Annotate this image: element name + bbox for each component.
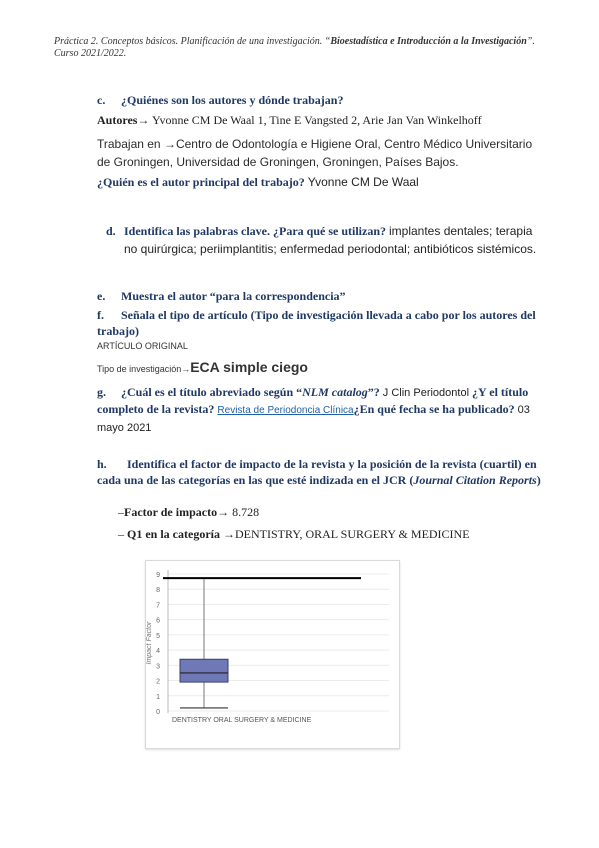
quartile-category: DENTISTRY, ORAL SURGERY & MEDICINE xyxy=(234,527,470,541)
iqr-box xyxy=(180,659,228,682)
question-text-2b: completo de la revista? xyxy=(97,402,215,416)
question-text-3: ¿En qué fecha se ha publicado? xyxy=(353,402,515,416)
header-text-c: ”. xyxy=(526,36,535,47)
question-c xyxy=(97,92,343,108)
question-text: ¿Cuál es el título abreviado según “ xyxy=(121,385,303,399)
page-header xyxy=(54,36,554,60)
y-tick-label: 1 xyxy=(156,693,160,701)
journal-link[interactable]: Revista de Periodoncia Clínica xyxy=(217,405,354,416)
question-text-2: ¿Y el título xyxy=(472,385,529,399)
keywords-line-2: no quirúrgica; periimplantitis; enfermedad periodontal; antibióticos sistémicos. xyxy=(124,242,537,256)
work-line-1: Centro de Odontología e Higiene Oral, Centro Médico Universitario xyxy=(175,137,533,151)
main-author-answer: Yvonne CM De Waal xyxy=(307,175,419,189)
y-tick-label: 4 xyxy=(156,648,160,656)
item-label: e. xyxy=(97,289,106,303)
article-type: ARTÍCULO ORIGINAL xyxy=(97,341,188,351)
y-tick-label: 0 xyxy=(156,709,160,716)
question-e xyxy=(97,288,346,304)
question-text-line-1: Señala el tipo de artículo (Tipo de investigación llevada a cabo por los autores del xyxy=(121,308,536,322)
y-tick-label: 9 xyxy=(156,572,160,579)
item-label: c. xyxy=(97,93,106,107)
question-text: Identifica las palabras clave. ¿Para qué se utilizan? xyxy=(124,224,386,238)
question-text-line-1: Identifica el factor de impacto de la revista y la posición de la revista (cuartil) en xyxy=(127,457,537,471)
bullet-dash: – xyxy=(118,505,124,519)
y-tick-label: 3 xyxy=(156,663,160,671)
boxplot-svg xyxy=(146,561,399,748)
header-course-year: Curso 2021/2022. xyxy=(54,48,127,59)
question-text-line-2a: cada una de las categorías en las que esté indizada en el JCR ( xyxy=(97,473,414,487)
question-text-line-2b: ) xyxy=(536,473,541,487)
work-place xyxy=(97,135,557,171)
question-g xyxy=(97,384,557,436)
y-axis-label: Impact Factor xyxy=(146,621,153,665)
question-d xyxy=(106,222,556,258)
publication-date-a: 03 xyxy=(517,404,530,416)
impact-factor-label: Factor de impacto xyxy=(124,505,218,519)
question-f xyxy=(97,307,557,339)
publication-date-b: mayo 2021 xyxy=(97,422,152,434)
y-tick-label: 7 xyxy=(156,602,160,610)
y-tick-label: 6 xyxy=(156,617,160,625)
question-text-line-2: trabajo) xyxy=(97,324,139,338)
work-label: Trabajan en xyxy=(97,137,161,151)
bullet-dash: – xyxy=(118,527,124,541)
jcr-text: Journal Citation Reports xyxy=(413,473,537,487)
item-label: f. xyxy=(97,308,104,322)
question-end: ”? xyxy=(367,385,380,399)
abbreviated-title: J Clin Periodontol xyxy=(382,387,470,399)
keywords-line-1: implantes dentales; terapia xyxy=(389,224,533,238)
y-tick-label: 2 xyxy=(156,678,160,686)
question-text: ¿Quiénes son los autores y dónde trabajan? xyxy=(121,93,344,107)
authors-text: Yvonne CM De Waal 1, Tine E Vangsted 2, Arie Jan Van Winkelhoff xyxy=(152,113,482,127)
impact-factor-value: 8.728 xyxy=(232,505,260,519)
item-label: d. xyxy=(106,224,116,238)
investigation-value: ECA simple ciego xyxy=(190,359,308,375)
investigation-type xyxy=(97,359,308,377)
authors-label: Autores xyxy=(97,113,138,127)
main-author-question: ¿Quién es el autor principal del trabajo? xyxy=(97,175,305,189)
quartile-label: Q1 en la categoría xyxy=(127,527,220,541)
impact-factor-bullet xyxy=(118,504,259,520)
y-tick-label: 8 xyxy=(156,587,160,595)
investigation-label: Tipo de investigación→ xyxy=(97,364,191,374)
work-line-2: de Groningen, Universidad de Groningen, Groningen, Países Bajos. xyxy=(97,155,459,169)
item-label: g. xyxy=(97,385,106,399)
nlm-catalog-text: NLM catalog xyxy=(302,385,368,399)
impact-factor-boxplot xyxy=(145,560,400,749)
y-tick-label: 5 xyxy=(156,632,160,640)
header-text-a: Práctica 2. Conceptos básicos. Planificación de una investigación. “ xyxy=(54,36,331,47)
arrow-icon: → xyxy=(222,527,235,541)
authors-line xyxy=(97,112,557,128)
main-author-line xyxy=(97,174,419,190)
arrow-icon: → xyxy=(163,137,176,151)
item-label: h. xyxy=(97,457,107,471)
arrow-icon: → xyxy=(137,113,150,127)
question-h xyxy=(97,456,557,488)
x-category-label: DENTISTRY ORAL SURGERY & MEDICINE xyxy=(172,717,312,724)
quartile-bullet xyxy=(118,526,470,542)
header-course-title: Bioestadística e Introducción a la Investigación xyxy=(330,36,527,47)
question-text: Muestra el autor “para la correspondencia” xyxy=(121,289,346,303)
arrow-icon: → xyxy=(217,505,230,519)
